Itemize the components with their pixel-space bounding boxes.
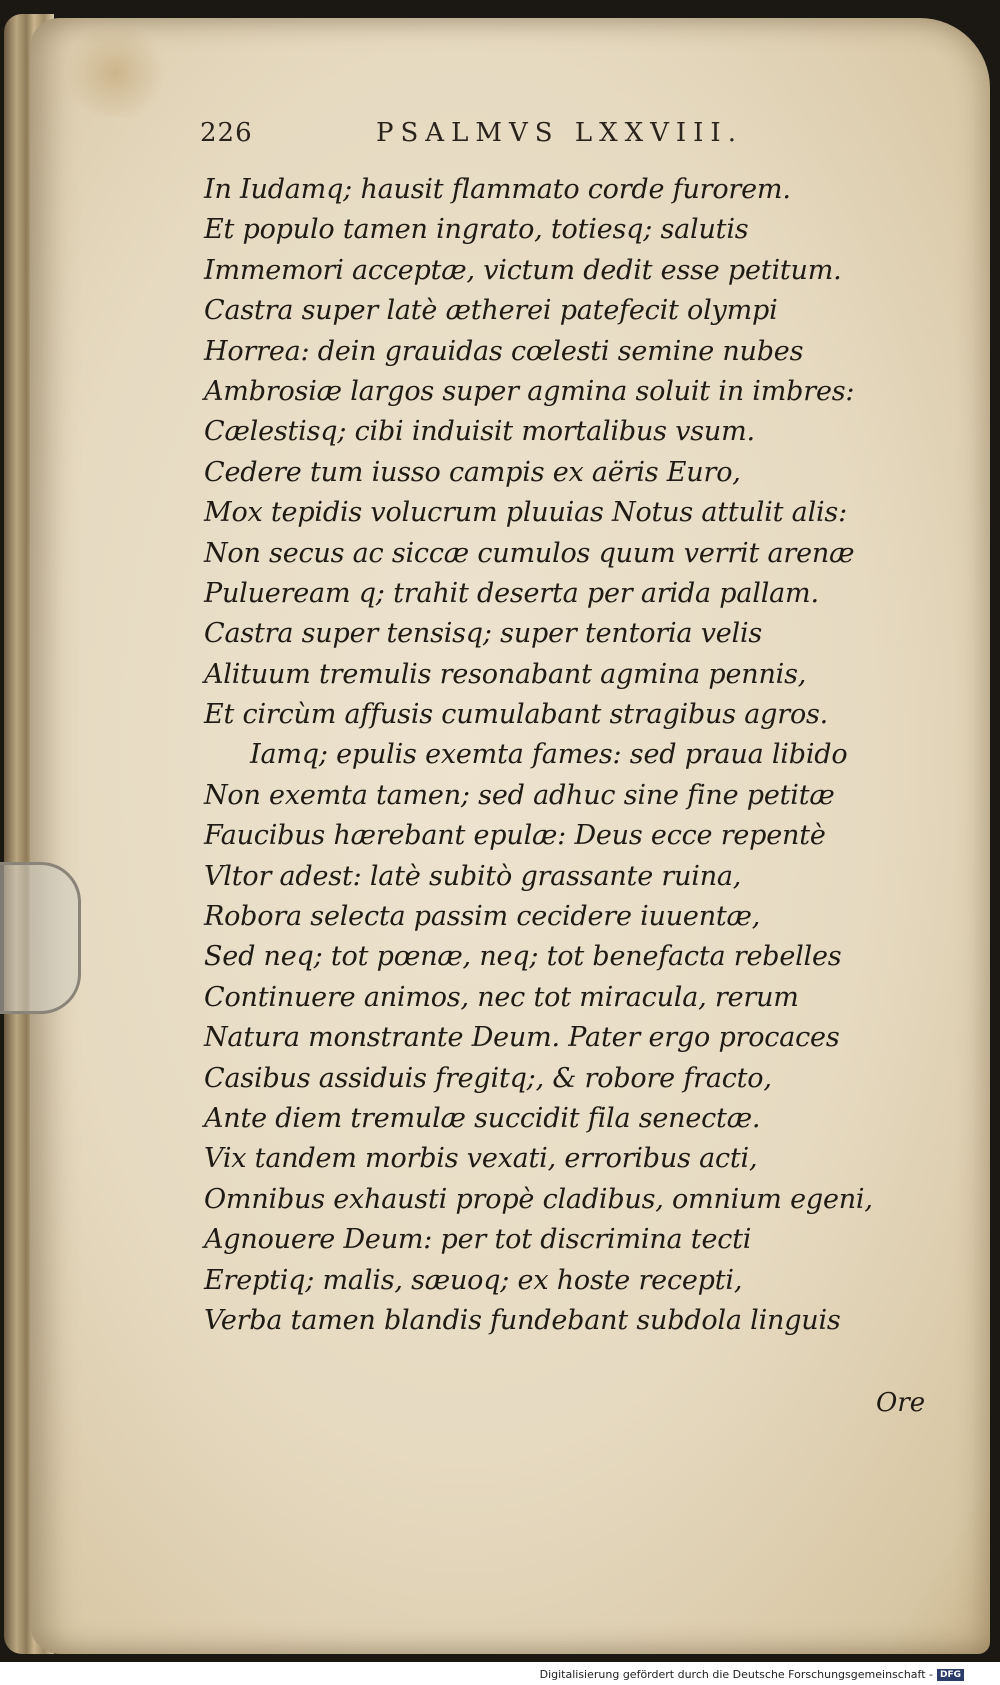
verse-line: Ante diem tremulæ succidit fila senectæ. (204, 1102, 761, 1134)
verse-line: Faucibus hærebant epulæ: Deus ecce repentè (204, 820, 826, 852)
verse-line: Cedere tum iusso campis ex aëris Euro, (204, 456, 741, 488)
bookmark-clip (0, 862, 81, 1014)
running-head (200, 118, 800, 158)
verse-line: Immemori acceptæ, victum dedit esse petitum. (204, 254, 842, 286)
page-number: 226 (200, 118, 253, 148)
verse-line: Castra super latè ætherei patefecit olympi (204, 295, 778, 327)
verse-line: Non exemta tamen; sed adhuc sine fine petitæ (204, 779, 835, 811)
verse-line: Iamq; epulis exemta fames: sed praua libido (250, 739, 848, 771)
dfg-logo: DFG (937, 1669, 964, 1681)
verse-line: Horrea: dein grauidas cœlesti semine nubes (204, 335, 804, 367)
verse-line: In Iudamq; hausit flammato corde furorem. (204, 174, 791, 205)
page-title: PSALMVS LXXVIII. (376, 118, 743, 148)
verse-line: Pulueream q; trahit deserta per arida pallam. (204, 577, 819, 609)
verse-line: Et circùm affusis cumulabant stragibus agros. (204, 699, 829, 731)
verse-line: Continuere animos, nec tot miracula, rerum (204, 981, 799, 1013)
verse-line: Vltor adest: latè subitò grassante ruina, (204, 860, 742, 892)
verse-line: Verba tamen blandis fundebant subdola linguis (204, 1304, 841, 1336)
verse-line: Omnibus exhausti propè cladibus, omnium egeni, (204, 1183, 873, 1215)
verse-line: Non secus ac siccæ cumulos quum verrit arenæ (204, 537, 855, 569)
verse-line: Castra super tensisq; super tentoria velis (204, 618, 763, 650)
digitization-credit (540, 1668, 964, 1681)
verse-line: Ambrosiæ largos super agmina soluit in imbres: (204, 375, 855, 407)
verse-line: Sed neq; tot pœnæ, neq; tot benefacta rebelles (204, 941, 842, 973)
page-stain (60, 28, 170, 118)
verse-line: Ereptiq; malis, sæuoq; ex hoste recepti, (204, 1264, 743, 1296)
verse-line: Et populo tamen ingrato, totiesq; salutis (204, 214, 749, 246)
verse-line: Cælestisq; cibi induisit mortalibus vsum. (204, 416, 755, 448)
verse-line: Mox tepidis volucrum pluuias Notus attulit alis: (204, 497, 847, 529)
verse-line: Alituum tremulis resonabant agmina pennis, (204, 658, 807, 690)
credit-text: Digitalisierung gefördert durch die Deutsche Forschungsgemeinschaft - (539, 1668, 933, 1681)
verse-line: Casibus assiduis fregitq;, & robore fracto, (204, 1062, 772, 1094)
catchword: Ore (876, 1388, 926, 1418)
verse-line: Agnouere Deum: per tot discrimina tecti (204, 1224, 752, 1256)
verse-line: Vix tandem morbis vexati, erroribus acti, (204, 1143, 758, 1175)
verse-block (204, 170, 964, 1341)
verse-line: Natura monstrante Deum. Pater ergo procaces (204, 1022, 840, 1054)
verse-line: Robora selecta passim cecidere iuuentæ, (204, 901, 761, 933)
